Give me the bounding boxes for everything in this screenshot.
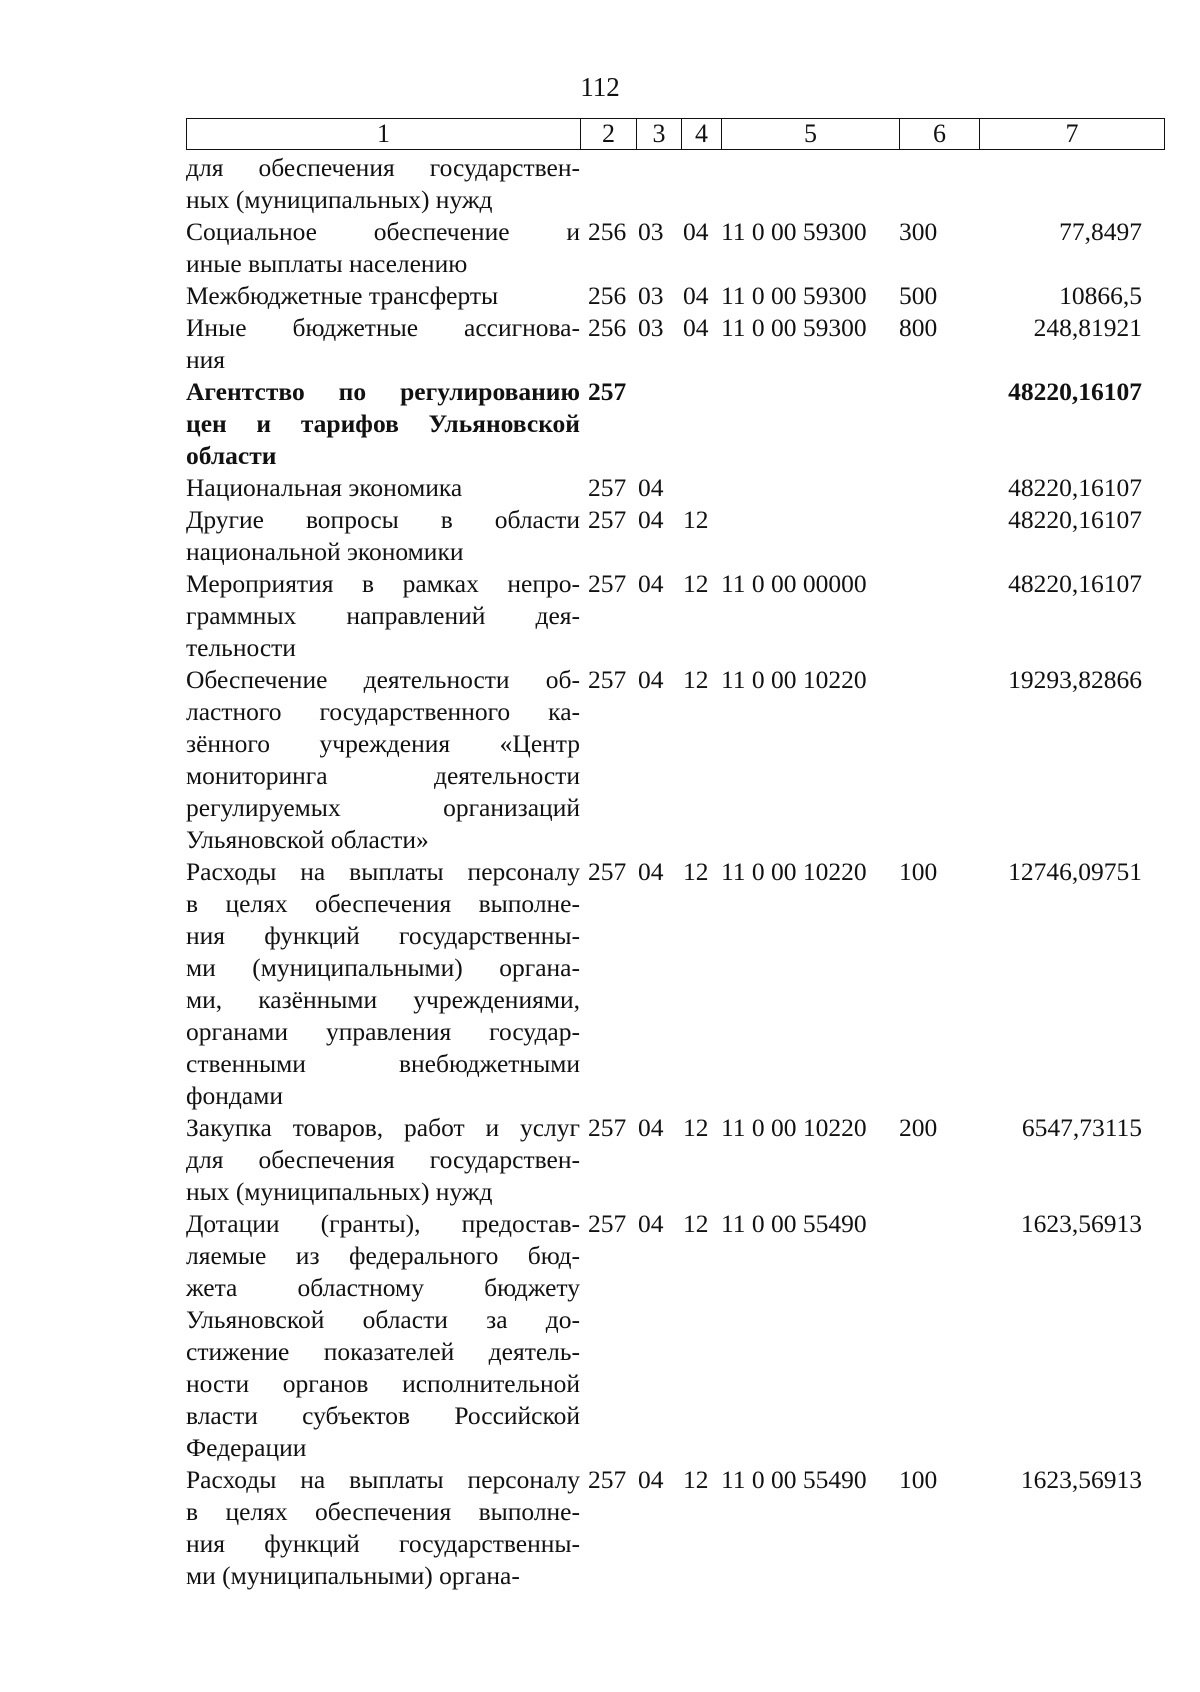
code-section: 03	[638, 313, 664, 342]
code-section: 04	[638, 1465, 664, 1494]
row-name	[186, 280, 580, 312]
column-header-6: 6	[900, 119, 980, 150]
code-ministry: 256	[588, 217, 627, 246]
code-ministry: 257	[588, 1113, 627, 1142]
row-name-line: Межбюджетные трансферты	[186, 281, 499, 310]
code-expense-type: 500	[899, 281, 938, 310]
row-name-line: Другие вопросы в области	[186, 505, 580, 534]
code-expense-type: 100	[899, 1465, 938, 1494]
row-name	[186, 472, 580, 504]
code-ministry: 257	[588, 569, 627, 598]
table-row	[186, 376, 1164, 472]
row-name	[186, 1464, 580, 1592]
amount: 19293,82866	[1008, 665, 1142, 694]
column-header-4: 4	[682, 119, 722, 150]
code-subsection: 04	[683, 217, 709, 246]
row-name-line: Расходы на выплаты персоналу	[186, 1465, 580, 1494]
row-name-line: Социальное обеспечение и	[186, 217, 580, 246]
row-name-line: ми (муниципальными) органа-	[186, 1561, 520, 1590]
column-header-1: 1	[187, 119, 581, 150]
row-name	[186, 664, 580, 856]
amount: 48220,16107	[1008, 569, 1142, 598]
row-name-line: Иные бюджетные ассигнова-	[186, 313, 580, 342]
code-target-item	[721, 472, 899, 504]
code-subsection: 12	[683, 1113, 709, 1142]
row-name	[186, 1112, 580, 1208]
code-ministry: 256	[588, 313, 627, 342]
column-header-5: 5	[722, 119, 900, 150]
amount: 12746,09751	[1008, 857, 1142, 886]
code-section: 04	[638, 505, 664, 534]
code-target-item: 11 0 00 55490	[721, 1209, 867, 1238]
code-ministry: 257	[588, 505, 627, 534]
column-header-2: 2	[581, 119, 637, 150]
code-target-item	[721, 504, 899, 568]
amount: 10866,5	[1059, 281, 1142, 310]
table-row	[186, 1112, 1164, 1208]
row-name-line: ных (муниципальных) нужд	[186, 185, 493, 214]
row-name-line: Агентство по регулированию	[186, 377, 580, 406]
table-row	[186, 280, 1164, 312]
code-subsection	[681, 376, 721, 472]
row-name-line: тельности	[186, 633, 296, 662]
row-name-line: Федерации	[186, 1433, 307, 1462]
row-name-line: Обеспечение деятельности об-	[186, 665, 580, 694]
row-name-line: мониторинга деятельности	[186, 761, 580, 790]
code-expense-type: 300	[899, 217, 938, 246]
column-header-table	[186, 118, 1165, 150]
row-name-line: ния функций государственны-	[186, 921, 580, 950]
row-name-line: области	[186, 441, 277, 470]
row-name	[186, 504, 580, 568]
code-expense-type: 100	[899, 857, 938, 886]
code-expense-type	[899, 1208, 979, 1464]
row-name-line: ляемые из федерального бюд-	[186, 1241, 580, 1270]
code-target-item: 11 0 00 59300	[721, 313, 867, 342]
code-subsection: 12	[683, 665, 709, 694]
code-target-item: 11 0 00 00000	[721, 569, 867, 598]
table-row	[186, 1464, 1164, 1592]
code-ministry: 257	[588, 473, 627, 502]
column-header-row	[187, 119, 1165, 150]
row-name-line: ния	[186, 345, 226, 374]
amount: 6547,73115	[1021, 1113, 1142, 1142]
code-expense-type	[899, 472, 979, 504]
row-name	[186, 152, 580, 216]
table-row	[186, 216, 1164, 280]
code-target-item: 11 0 00 10220	[721, 1113, 867, 1142]
table-row	[186, 504, 1164, 568]
table-body	[186, 152, 1164, 1592]
row-name	[186, 1208, 580, 1464]
row-name-line: национальной экономики	[186, 537, 464, 566]
row-name-line: ния функций государственны-	[186, 1529, 580, 1558]
code-section: 04	[638, 1113, 664, 1142]
code-ministry: 257	[588, 665, 627, 694]
code-expense-type	[899, 664, 979, 856]
code-section: 04	[638, 569, 664, 598]
code-section: 04	[638, 857, 664, 886]
row-name-line: граммных направлений дея-	[186, 601, 580, 630]
row-name	[186, 376, 580, 472]
amount: 48220,16107	[1008, 473, 1142, 502]
code-ministry: 256	[588, 281, 627, 310]
code-subsection: 12	[683, 1209, 709, 1238]
code-ministry: 257	[588, 1465, 627, 1494]
row-name-line: иные выплаты населению	[186, 249, 468, 278]
code-subsection: 04	[683, 281, 709, 310]
code-expense-type	[899, 504, 979, 568]
row-name	[186, 856, 580, 1112]
row-name-line: ластного государственного ка-	[186, 697, 580, 726]
row-name-line: Дотации (гранты), предостав-	[186, 1209, 580, 1238]
code-ministry: 257	[588, 377, 627, 406]
code-expense-type: 200	[899, 1113, 938, 1142]
code-section: 04	[638, 665, 664, 694]
code-section: 04	[638, 1209, 664, 1238]
row-name-line: Закупка товаров, работ и услуг	[186, 1113, 580, 1142]
code-target-item: 11 0 00 59300	[721, 281, 867, 310]
code-ministry: 257	[588, 857, 627, 886]
row-name	[186, 216, 580, 280]
code-expense-type	[899, 152, 979, 216]
row-name-line: Ульяновской области за до-	[186, 1305, 580, 1334]
row-name-line: жета областному бюджету	[186, 1273, 580, 1302]
code-subsection: 12	[683, 569, 709, 598]
amount: 248,81921	[1033, 313, 1142, 342]
table-row	[186, 152, 1164, 216]
code-subsection: 12	[683, 1465, 709, 1494]
code-section: 03	[638, 217, 664, 246]
row-name-line: Национальная экономика	[186, 473, 463, 502]
amount: 1623,56913	[1020, 1209, 1142, 1238]
code-subsection: 12	[683, 505, 709, 534]
row-name-line: регулируемых организаций	[186, 793, 580, 822]
amount: 48220,16107	[1008, 505, 1142, 534]
page-number: 112	[580, 72, 620, 102]
row-name-line: Ульяновской области»	[186, 825, 429, 854]
code-subsection: 12	[683, 857, 709, 886]
row-name-line: ных (муниципальных) нужд	[186, 1177, 493, 1206]
table-row	[186, 1208, 1164, 1464]
row-name-line: в целях обеспечения выполне-	[186, 889, 580, 918]
code-section	[636, 376, 681, 472]
row-name-line: ми (муниципальными) органа-	[186, 953, 580, 982]
row-name-line: ми, казёнными учреждениями,	[186, 985, 580, 1014]
code-expense-type	[899, 568, 979, 664]
table-row	[186, 664, 1164, 856]
row-name-line: цен и тарифов Ульяновской	[186, 409, 580, 438]
row-name-line: ственными внебюджетными	[186, 1049, 580, 1078]
code-expense-type	[899, 376, 979, 472]
code-target-item	[721, 152, 899, 216]
row-name-line: власти субъектов Российской	[186, 1401, 580, 1430]
code-target-item: 11 0 00 10220	[721, 857, 867, 886]
code-subsection	[681, 152, 721, 216]
amount: 48220,16107	[1008, 377, 1142, 406]
row-name-line: для обеспечения государствен-	[186, 153, 580, 182]
row-name-line: в целях обеспечения выполне-	[186, 1497, 580, 1526]
table-row	[186, 312, 1164, 376]
row-name-line: ности органов исполнительной	[186, 1369, 580, 1398]
code-target-item	[721, 376, 899, 472]
row-name-line: для обеспечения государствен-	[186, 1145, 580, 1174]
row-name-line: Расходы на выплаты персоналу	[186, 857, 580, 886]
row-name-line: Мероприятия в рамках непро-	[186, 569, 580, 598]
row-name-line: стижение показателей деятель-	[186, 1337, 580, 1366]
row-name-line: органами управления государ-	[186, 1017, 580, 1046]
row-name-line: фондами	[186, 1081, 283, 1110]
amount: 77,8497	[1059, 217, 1142, 246]
amount: 1623,56913	[1020, 1465, 1142, 1494]
code-target-item: 11 0 00 59300	[721, 217, 867, 246]
code-section: 04	[638, 473, 664, 502]
row-name	[186, 568, 580, 664]
row-name-line: зённого учреждения «Центр	[186, 729, 580, 758]
code-section	[636, 152, 681, 216]
code-target-item: 11 0 00 10220	[721, 665, 867, 694]
table-row	[186, 472, 1164, 504]
row-name	[186, 312, 580, 376]
table-row	[186, 568, 1164, 664]
table-row	[186, 856, 1164, 1112]
code-subsection	[681, 472, 721, 504]
code-expense-type: 800	[899, 313, 938, 342]
column-header-3: 3	[637, 119, 682, 150]
amount	[979, 152, 1164, 216]
column-header-7: 7	[980, 119, 1165, 150]
code-section: 03	[638, 281, 664, 310]
code-ministry: 257	[588, 1209, 627, 1238]
code-ministry	[580, 152, 636, 216]
code-target-item: 11 0 00 55490	[721, 1465, 867, 1494]
code-subsection: 04	[683, 313, 709, 342]
